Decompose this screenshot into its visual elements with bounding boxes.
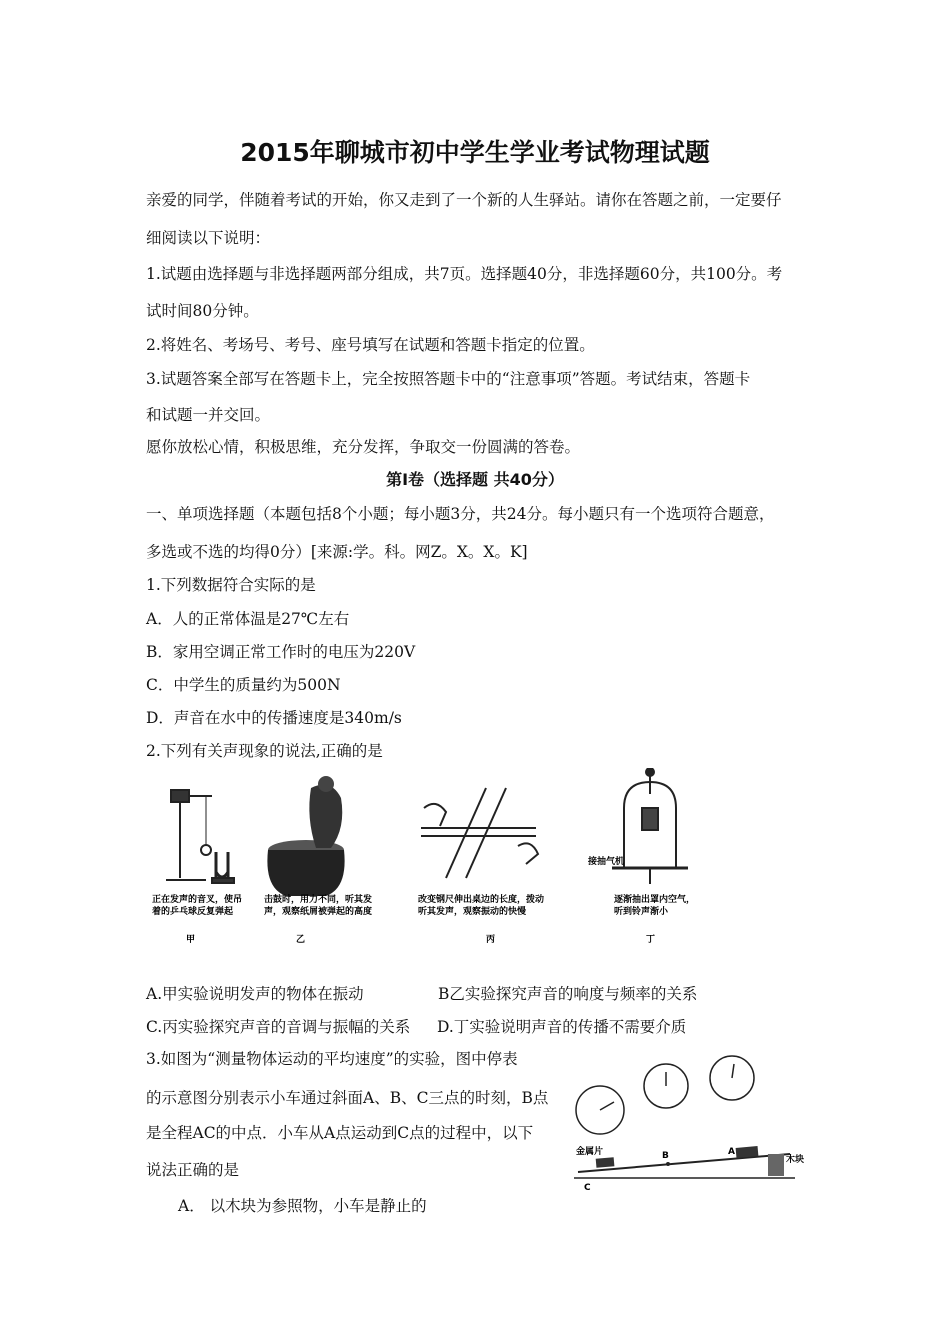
fig-caption: 正在发声的音叉，使吊: [152, 895, 243, 905]
q1-option-a: A．人的正常体温是27℃左右: [146, 610, 350, 628]
fig-label: 甲: [186, 935, 196, 945]
incline-stopwatch-figure: [570, 1050, 810, 1195]
q2-option-a: A.甲实验说明发声的物体在振动: [146, 985, 364, 1003]
fig-caption: 改变钢尺伸出桌边的长度，拨动: [418, 895, 545, 905]
q2-stem: 2.下列有关声现象的说法,正确的是: [146, 742, 383, 760]
q3-option-a: A． 以木块为参照物，小车是静止的: [178, 1197, 427, 1215]
point-c-label: C: [584, 1183, 591, 1193]
instruction-1-cont: 试时间80分钟。: [146, 302, 259, 320]
instruction-3: 3.试题答案全部写在答题卡上，完全按照答题卡中的“注意事项”答题。考试结束，答题卡: [146, 370, 751, 388]
q2-option-c: C.丙实验探究声音的音调与振幅的关系: [146, 1018, 411, 1036]
drum-experiment: [267, 776, 344, 896]
point-b-label: B: [662, 1151, 669, 1161]
q1-option-d: D．声音在水中的传播速度是340m/s: [146, 709, 402, 727]
instruction-2: 2.将姓名、考场号、考号、座号填写在试题和答题卡指定的位置。: [146, 336, 595, 354]
fig-label: 乙: [296, 935, 306, 945]
part-instructions: 一、单项选择题（本题包括8个小题；每小题3分，共24分。每小题只有一个选项符合题意，: [146, 505, 775, 523]
section-heading: 第Ⅰ卷（选择题 共40分）: [386, 470, 564, 489]
block-label: 木块: [786, 1155, 805, 1165]
instruction-1: 1.试题由选择题与非选择题两部分组成，共7页。选择题40分，非选择题60分，共100分。考: [146, 265, 783, 283]
sound-experiments-figure: [146, 768, 716, 958]
metal-plate-label: 金属片: [576, 1147, 604, 1157]
part-instructions-cont: 多选或不选的均得0分）[来源:学。科。网Z。X。X。K]: [146, 543, 528, 561]
instruction-3-cont: 和试题一并交回。: [146, 406, 271, 424]
point-a-label: A: [728, 1147, 735, 1157]
tuning-fork-experiment: [166, 790, 234, 883]
fig-label: 丙: [486, 935, 496, 945]
q2-option-b: B乙实验探究声音的响度与频率的关系: [438, 985, 698, 1003]
page-title: 2015年聊城市初中学生学业考试物理试题: [240, 138, 710, 167]
fig-caption: 听其发声，观察振动的快慢: [418, 907, 527, 917]
q3-stem: 3.如图为“测量物体运动的平均速度”的实验，图中停表: [146, 1050, 518, 1068]
q1-option-c: C．中学生的质量约为500N: [146, 676, 341, 694]
q3-stem: 的示意图分别表示小车通过斜面A、B、C三点的时刻，B点: [146, 1089, 549, 1107]
fig-caption: 声，观察纸屑被弹起的高度: [264, 907, 373, 917]
fig-label: 丁: [646, 935, 656, 945]
q1-stem: 1.下列数据符合实际的是: [146, 576, 316, 594]
pump-label: 接抽气机: [588, 857, 625, 867]
q1-option-b: B．家用空调正常工作时的电压为220V: [146, 643, 416, 661]
fig-caption: 听到铃声渐小: [614, 907, 669, 917]
q3-stem: 说法正确的是: [146, 1161, 240, 1179]
q2-option-d: D.丁实验说明声音的传播不需要介质: [437, 1018, 687, 1036]
q3-stem: 是全程AC的中点．小车从A点运动到C点的过程中，以下: [146, 1124, 534, 1142]
intro-line: 亲爱的同学，伴随着考试的开始，你又走到了一个新的人生驿站。请你在答题之前，一定要仔: [146, 191, 782, 209]
fig-caption: 逐渐抽出罩内空气，: [614, 895, 696, 905]
wish-line: 愿你放松心情，积极思维，充分发挥，争取交一份圆满的答卷。: [146, 438, 581, 456]
steel-ruler-experiment: [421, 788, 538, 878]
fig-caption: 着的乒乓球反复弹起: [152, 907, 234, 917]
intro-line: 细阅读以下说明：: [146, 229, 271, 247]
fig-caption: 击鼓时，用力不同，听其发: [264, 895, 373, 905]
